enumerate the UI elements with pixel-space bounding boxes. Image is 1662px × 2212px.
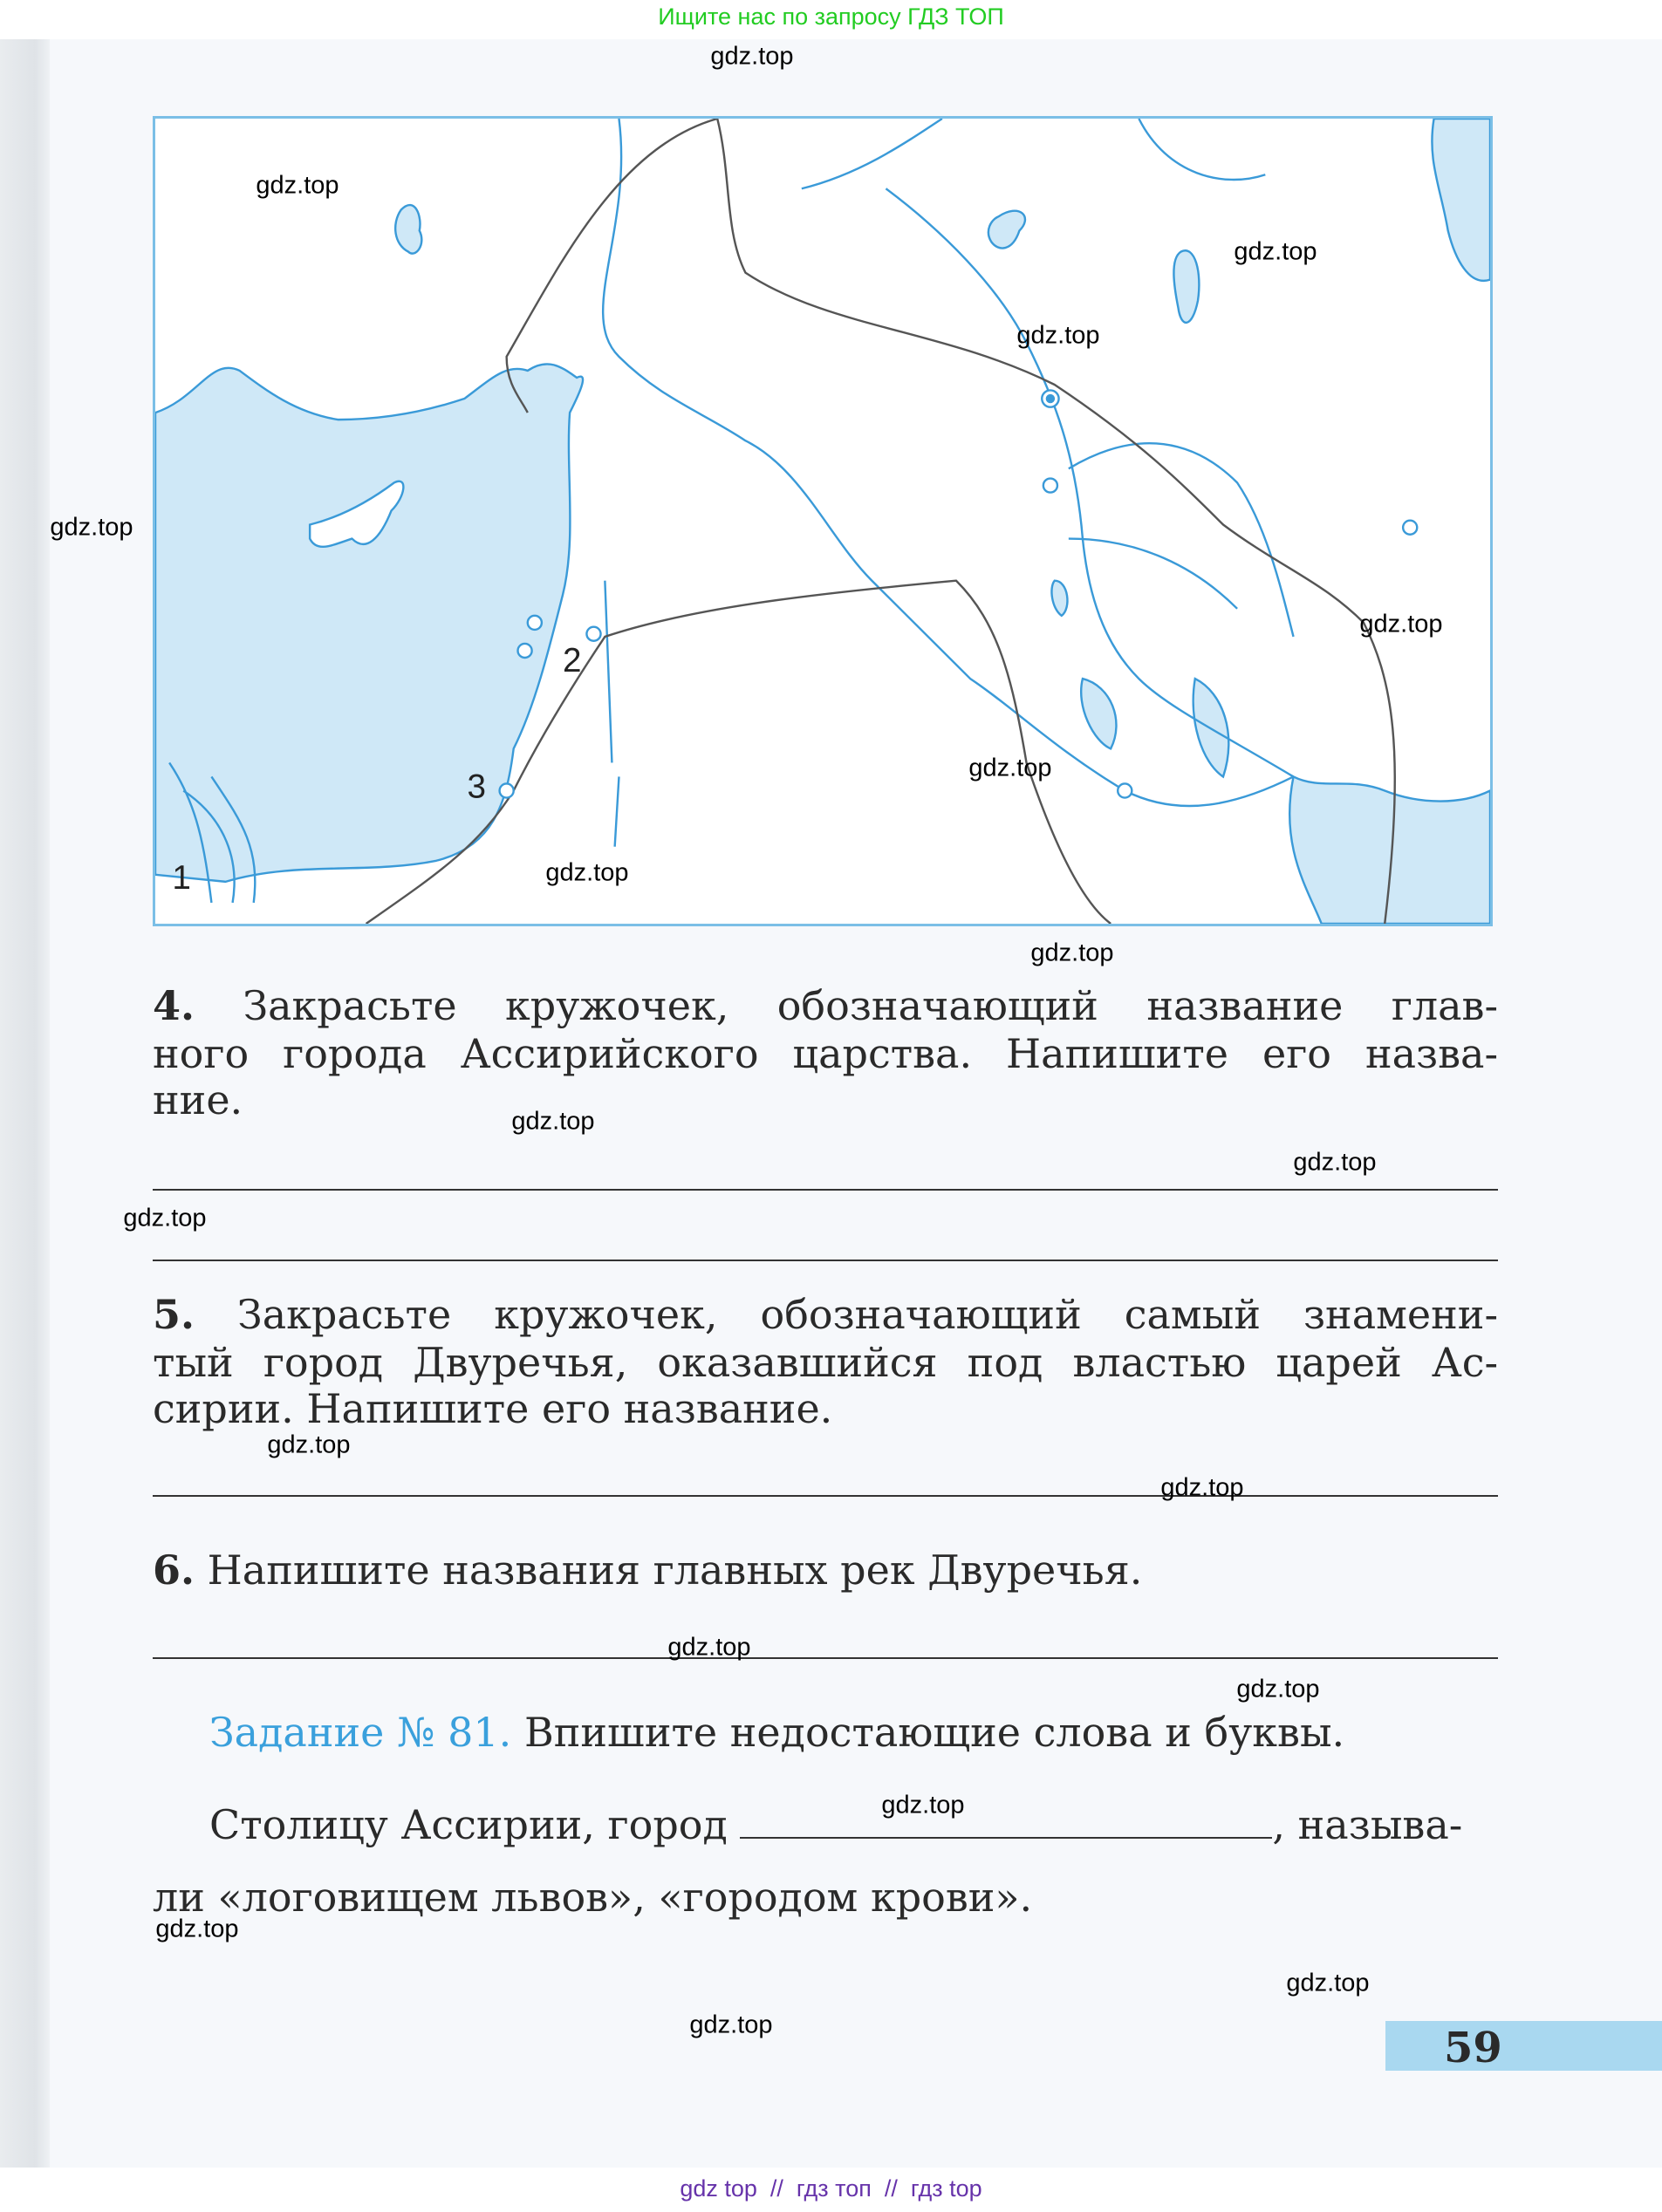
watermark: gdz.top	[545, 858, 629, 887]
q6-line-1: 6. Напишите названия главных рек Двуречья.	[153, 1546, 1143, 1594]
city-circle	[1403, 521, 1417, 535]
city-circle	[500, 783, 514, 797]
task81-line-2: ли «логовищем львов», «городом крови».	[153, 1874, 1033, 1921]
q4-answer-line-1[interactable]	[153, 1189, 1498, 1191]
watermark: gdz.top	[50, 513, 133, 542]
watermark: gdz.top	[1234, 237, 1317, 266]
watermark: gdz.top	[1236, 1675, 1320, 1703]
city-circle	[518, 644, 532, 658]
watermark: gdz.top	[968, 754, 1052, 782]
river-euphrates	[603, 119, 1293, 806]
watermark: gdz.top	[256, 171, 339, 200]
task81-instruction: Впишите недостающие слова и буквы.	[523, 1709, 1345, 1756]
q5-line-3: сирии. Напишите его название.	[153, 1385, 833, 1432]
page-number: 59	[1444, 2024, 1502, 2072]
river-north	[802, 119, 1265, 188]
task81-heading	[209, 1709, 1474, 1756]
top-banner[interactable]: Ищите нас по запросу ГДЗ ТОП	[658, 3, 1004, 30]
watermark: gdz.top	[511, 1107, 595, 1136]
city-markers	[500, 390, 1418, 797]
mediterranean-sea	[155, 364, 583, 881]
page-number-tab	[1385, 2021, 1662, 2071]
watermark: gdz.top	[881, 1791, 965, 1819]
city-circle	[1118, 783, 1132, 797]
watermark: gdz.top	[1293, 1148, 1377, 1177]
watermark: gdz.top	[689, 2011, 773, 2039]
marsh-2	[1081, 679, 1116, 748]
watermark: gdz.top	[667, 1633, 751, 1662]
lake-sevan	[988, 211, 1025, 249]
marsh-1	[1051, 581, 1067, 616]
lake-urmia	[1173, 250, 1199, 323]
river-syria	[605, 581, 619, 847]
q4-line-3: ние.	[153, 1076, 243, 1123]
map-label-1: 1	[172, 858, 191, 897]
watermark: gdz.top	[1286, 1969, 1370, 1997]
persian-gulf	[1289, 776, 1490, 924]
caspian-sea	[1432, 119, 1490, 281]
task81-label: Задание № 81.	[209, 1709, 512, 1756]
watermark: gdz.top	[155, 1915, 239, 1943]
q6-answer-line[interactable]	[153, 1657, 1498, 1659]
lake-van	[395, 205, 421, 254]
q4-line-2: ного города Ассирийского царства. Напишите его назва-	[153, 1030, 1498, 1077]
watermark: gdz.top	[123, 1204, 207, 1232]
q5-line-2: тый город Двуречья, оказавшийся под властью царей Ас-	[153, 1339, 1498, 1386]
watermark: gdz.top	[1160, 1473, 1244, 1502]
city-circle	[1043, 479, 1057, 493]
map-label-3: 3	[467, 768, 487, 806]
watermark: gdz.top	[1359, 610, 1443, 638]
watermark: gdz.top	[710, 42, 794, 71]
map-label-2: 2	[563, 642, 582, 680]
city-circle-main	[1047, 395, 1054, 402]
city-circle	[586, 627, 600, 641]
q5-line-1: 5. Закрасьте кружочек, обозначающий самый знамени-	[153, 1291, 1499, 1338]
watermark: gdz.top	[267, 1430, 351, 1459]
task81-line-1: Столицу Ассирии, город , называ-	[209, 1801, 1463, 1848]
capital-answer-blank[interactable]	[740, 1806, 1272, 1839]
q4-answer-line-2[interactable]	[153, 1260, 1498, 1261]
q5-answer-line[interactable]	[153, 1495, 1498, 1497]
page-binding-edge	[0, 39, 50, 2168]
watermark: gdz.top	[1030, 939, 1114, 967]
q4-line-1: 4. Закрасьте кружочек, обозначающий название глав-	[153, 982, 1499, 1029]
footer-links[interactable]: gdz top // гдз топ // гдз top	[680, 2175, 982, 2202]
watermark: gdz.top	[1016, 321, 1100, 350]
city-circle	[528, 616, 542, 630]
